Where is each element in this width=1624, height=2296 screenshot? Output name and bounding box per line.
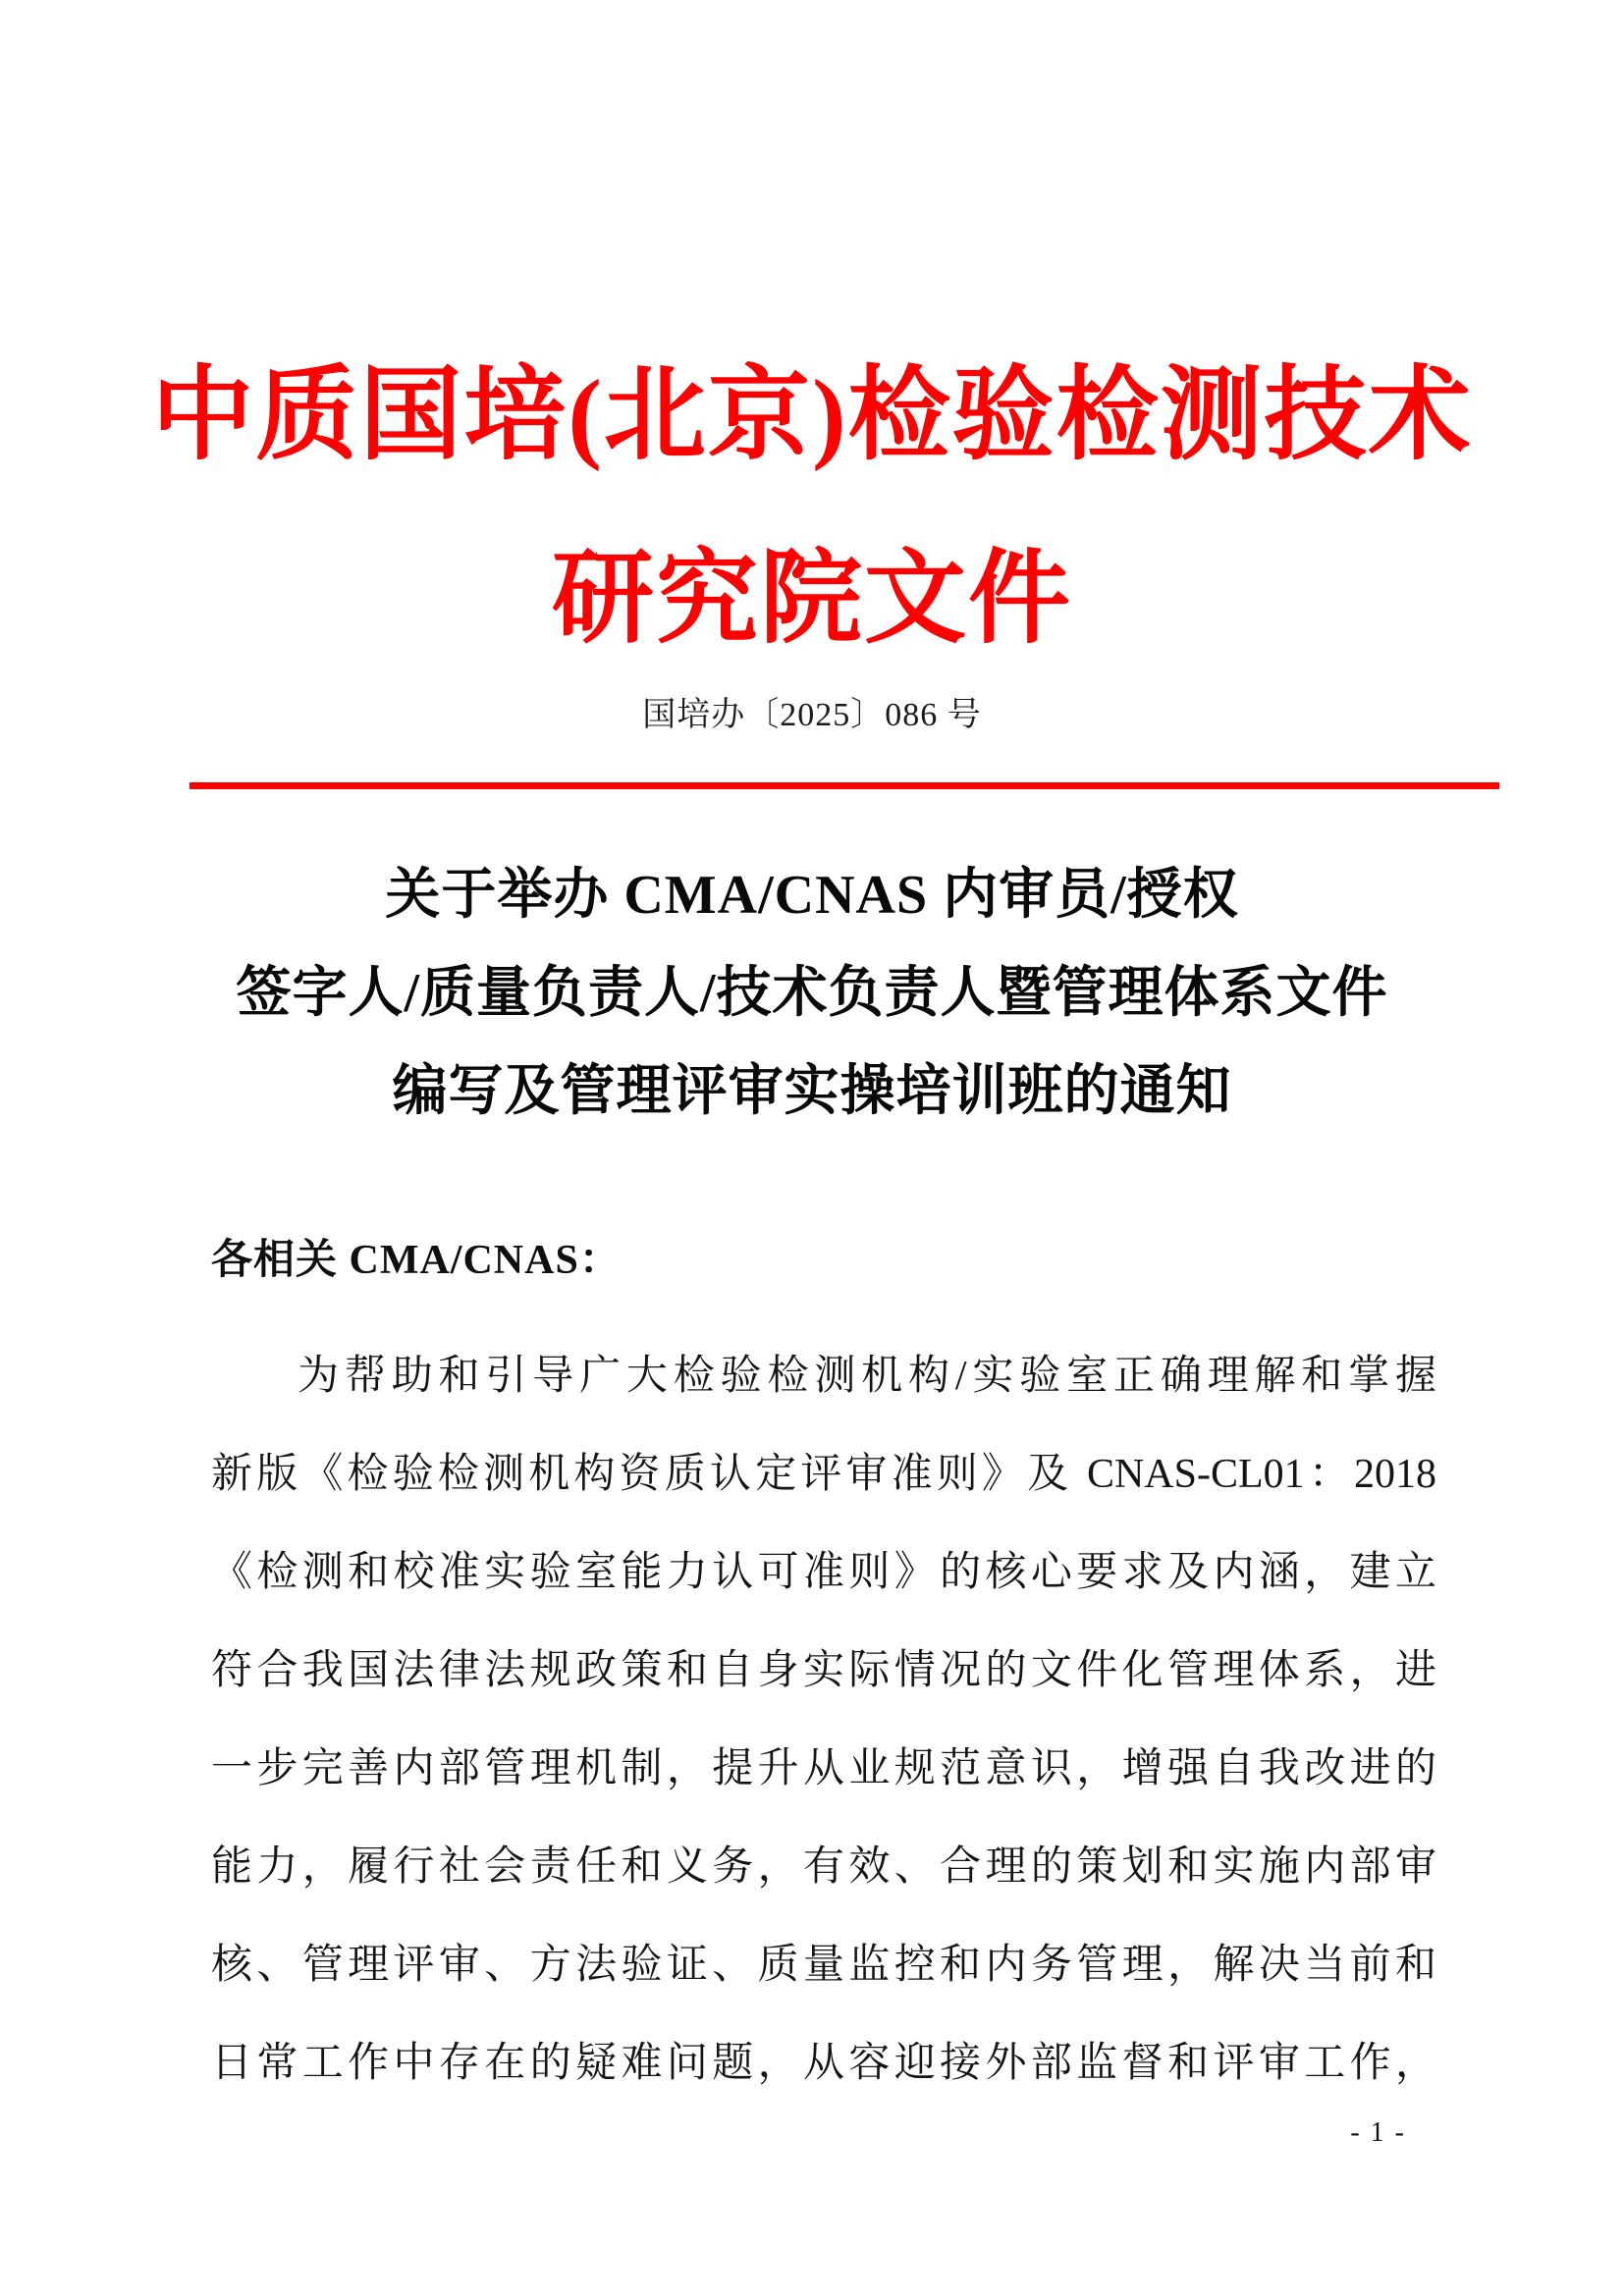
paragraph-line: 一步完善内部管理机制，提升从业规范意识，增强自我改进的 — [211, 1746, 1436, 1791]
paragraph-line: 核、管理评审、方法验证、质量监控和内务管理，解决当前和 — [211, 1943, 1436, 1988]
document-number: 国培办〔2025〕086 号 — [642, 697, 982, 733]
page-number: - 1 - — [1350, 2117, 1406, 2148]
notice-title — [198, 846, 1426, 1141]
salutation: 各相关 CMA/CNAS： — [211, 1238, 622, 1283]
paragraph-line: 为帮助和引导广大检验检测机构/实验室正确理解和掌握 — [298, 1354, 1436, 1399]
paragraph-line: 新版《检验检测机构资质认定评审准则》及 CNAS-CL01：2018 — [211, 1452, 1436, 1497]
paragraph-line: 日常工作中存在的疑难问题，从容迎接外部监督和评审工作， — [211, 2041, 1436, 2086]
letterhead-org-title-line2: 研究院文件 — [551, 543, 1072, 656]
red-separator-line — [189, 782, 1499, 789]
paragraph-line: 能力，履行社会责任和义务，有效、合理的策划和实施内部审 — [211, 1844, 1436, 1890]
paragraph-line: 符合我国法律法规政策和自身实际情况的文件化管理体系，进 — [211, 1648, 1436, 1693]
letterhead-org-title-line1: 中质国培(北京)检验检测技术 — [151, 359, 1473, 472]
body-paragraph — [211, 1327, 1436, 2112]
letterhead-org-title — [0, 324, 1624, 691]
notice-title-line3: 编写及管理评审实操培训班的通知 — [392, 1061, 1232, 1122]
paragraph-line: 《检测和校准实验室能力认可准则》的核心要求及内涵，建立 — [211, 1550, 1436, 1595]
notice-title-line2: 签字人/质量负责人/技术负责人暨管理体系文件 — [236, 963, 1388, 1024]
notice-title-line1: 关于举办 CMA/CNAS 内审员/授权 — [385, 865, 1239, 926]
